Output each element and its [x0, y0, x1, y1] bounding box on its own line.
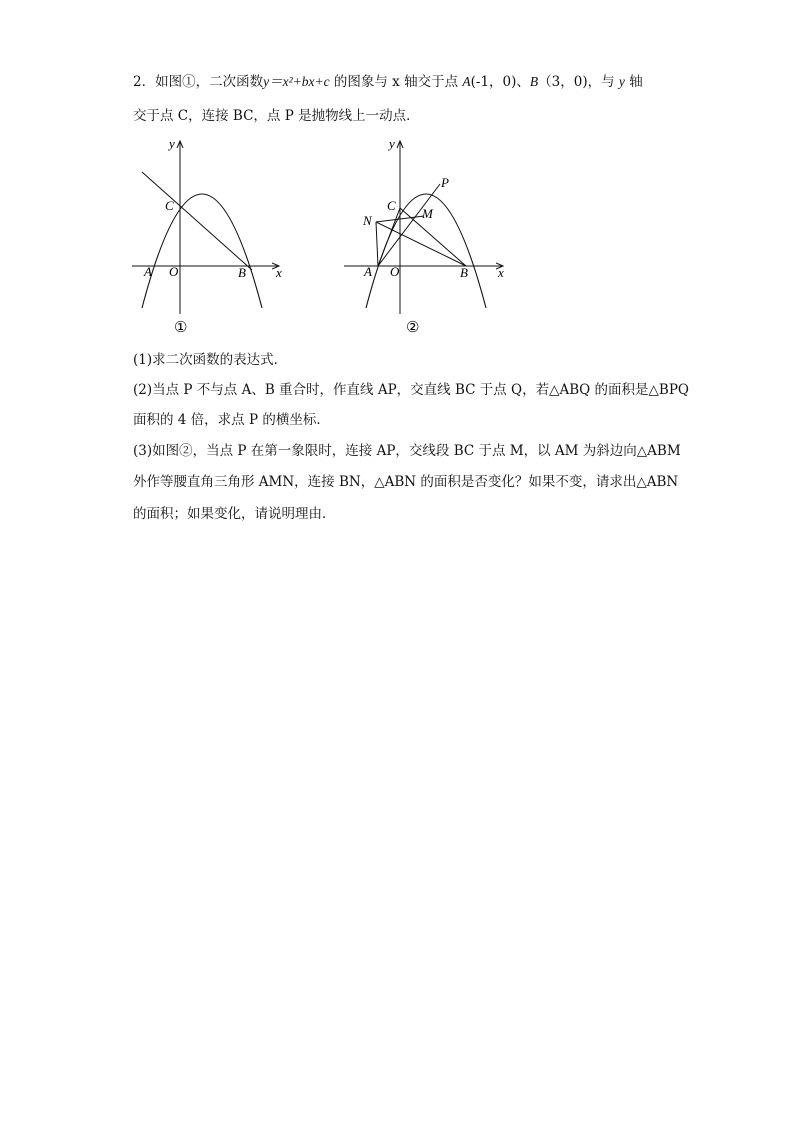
- point-b: B: [529, 74, 539, 89]
- question-2-line-1: (2)当点 P 不与点 A、B 重合时，作直线 AP，交直线 BC 于点 Q，若△ABQ 的面积是△BPQ: [133, 382, 689, 398]
- problem-text: 如图①，二次函数: [155, 74, 264, 90]
- label-c: C: [387, 198, 396, 213]
- segment-nb: [376, 222, 466, 266]
- figure-2-caption: ②: [406, 320, 420, 336]
- point-a-coord: (-1，0)、: [470, 74, 530, 90]
- problem-line-1: [133, 72, 643, 92]
- y-axis-var: y: [618, 74, 625, 89]
- label-x: x: [276, 265, 282, 280]
- problem-text: 的图象与 x 轴交于点: [329, 74, 463, 90]
- label-n: N: [363, 213, 372, 228]
- point-a: A: [462, 74, 471, 89]
- label-p: P: [441, 175, 449, 190]
- label-o: O: [390, 264, 400, 279]
- label-a: A: [144, 264, 152, 279]
- figure-1-caption: ①: [174, 320, 188, 336]
- segment-bc: [400, 208, 466, 266]
- segment-na: [376, 222, 378, 266]
- label-o: O: [169, 264, 179, 279]
- problem-line-2: 交于点 C，连接 BC，点 P 是抛物线上一动点．: [133, 108, 420, 124]
- label-b: B: [238, 265, 246, 280]
- figure-1: [128, 136, 298, 336]
- question-3-line-3: 的面积；如果变化，请说明理由．: [133, 506, 336, 522]
- segment-ap: [378, 184, 440, 266]
- label-b: B: [460, 265, 468, 280]
- question-3-line-1: (3)如图②，当点 P 在第一象限时，连接 AP，交线段 BC 于点 M，以 AM 为斜边向△ABM: [133, 443, 681, 459]
- point-b-coord: （3，0)，与: [538, 74, 619, 90]
- question-1: (1)求二次函数的表达式．: [133, 352, 288, 368]
- label-x: x: [498, 265, 504, 280]
- figure-2: [340, 136, 510, 336]
- segment-ac: [378, 208, 400, 266]
- equation: ＝x²+bx+c: [269, 74, 330, 89]
- problem-number: 2．: [133, 74, 156, 90]
- question-2-line-2: 面积的 4 倍，求点 P 的横坐标．: [133, 412, 330, 428]
- label-y: y: [169, 136, 175, 151]
- equation-y: y: [263, 74, 270, 89]
- problem-text: 轴: [624, 74, 643, 90]
- label-a: A: [364, 264, 372, 279]
- label-y: y: [389, 136, 395, 151]
- label-m: M: [422, 206, 433, 221]
- parabola: [142, 194, 262, 308]
- label-c: C: [165, 198, 174, 213]
- question-3-line-2: 外作等腰直角三角形 AMN，连接 BN，△ABN 的面积是否变化？如果不变，请求出△ABN: [133, 474, 679, 490]
